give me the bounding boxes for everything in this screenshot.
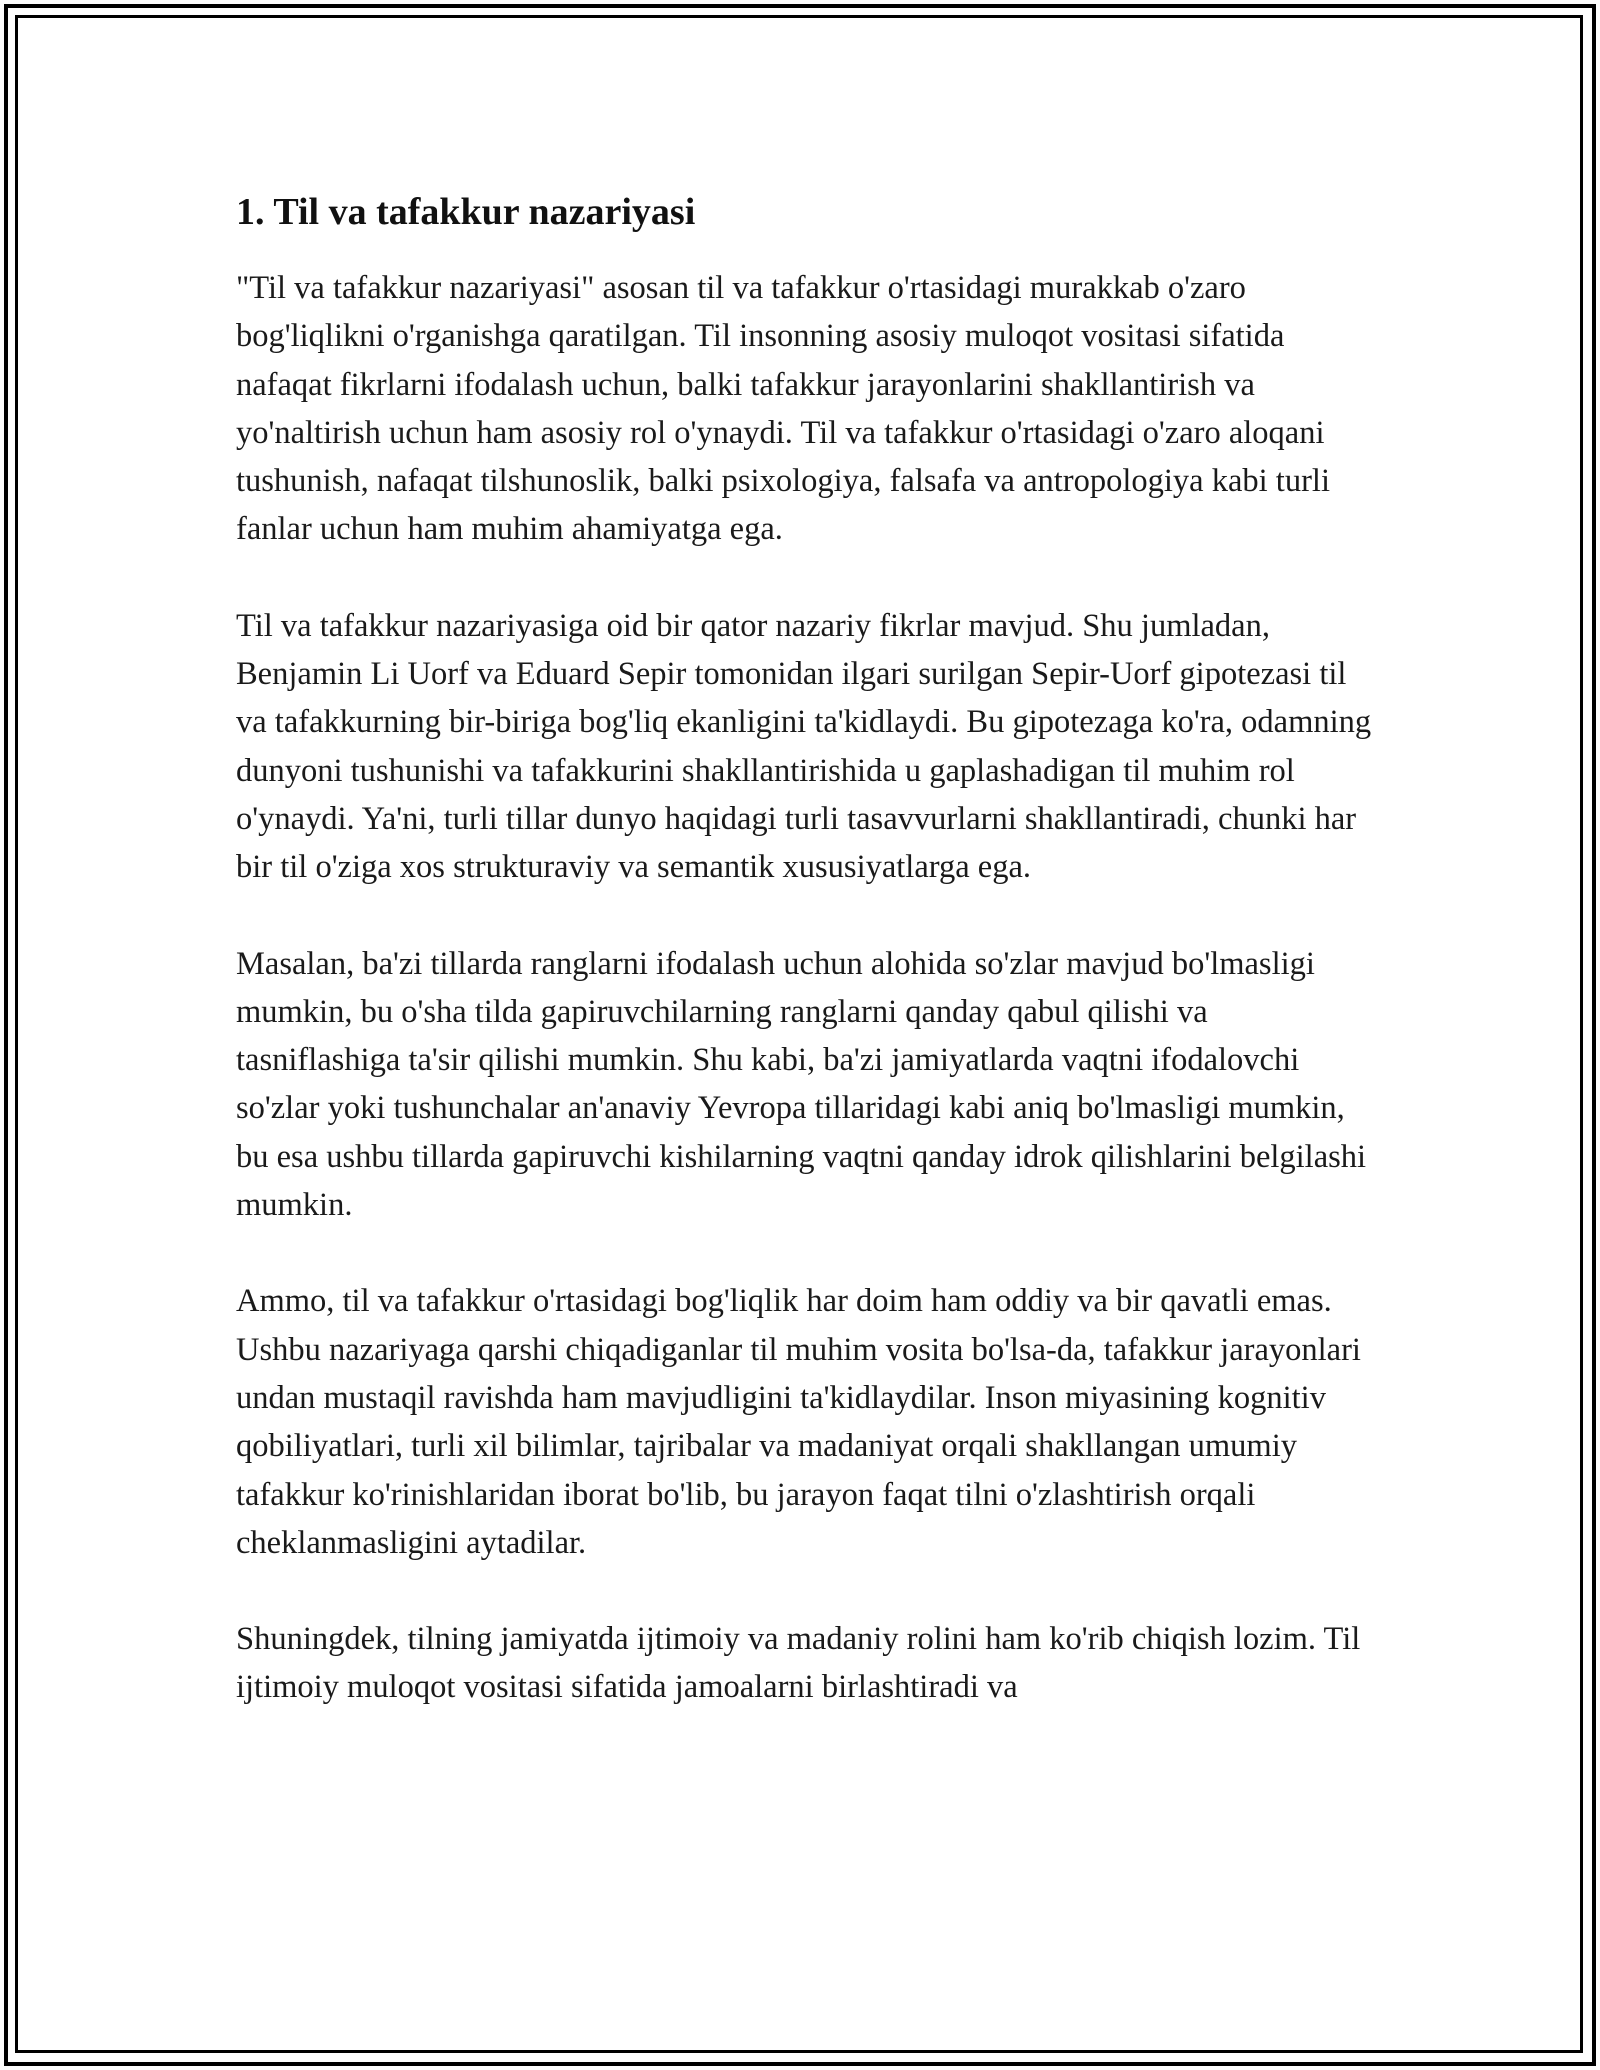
paragraph-3: Masalan, ba'zi tillarda ranglarni ifodalash uchun alohida so'zlar mavjud bo'lmasligi mumkin, bu o'sha tilda gapiruvchilarning ranglarni qanday qabul qilishi va tasniflashiga ta'sir qilishi mumkin. Shu kabi, ba'zi jamiyatlarda vaqtni ifodalovchi so'zlar yoki tushunchalar an'anaviy Yevropa tillaridagi kabi aniq bo'lmasligi mumkin, bu esa ushbu tillarda gapiruvchi kishilarning vaqtni qanday idrok qilishlarini belgilashi mumkin.: [236, 945, 1367, 1224]
section-heading: 1. Til va tafakkur nazariyasi: [236, 191, 696, 233]
document-content: [236, 184, 1372, 1760]
paragraph-5: Shuningdek, tilning jamiyatda ijtimoiy va madaniy rolini ham ko'rib chiqish lozim. Til ijtimoiy muloqot vositasi sifatida jamoalarni birlashtiradi va: [236, 1621, 1361, 1706]
paragraph-4: Ammo, til va tafakkur o'rtasidagi bog'liqlik har doim ham oddiy va bir qavatli emas. Ushbu nazariyaga qarshi chiqadiganlar til muhim vosita bo'lsa-da, tafakkur jarayonlari undan mustaqil ravishda ham mavjudligini ta'kidlaydilar. Inson miyasining kognitiv qobiliyatlari, turli xil bilimlar, tajribalar va madaniyat orqali shakllangan umumiy tafakkur ko'rinishlaridan iborat bo'lib, bu jarayon faqat tilni o'zlashtirish orqali cheklanmasligini aytadilar.: [236, 1283, 1361, 1561]
paragraph-1: "Til va tafakkur nazariyasi" asosan til va tafakkur o'rtasidagi murakkab o'zaro bog'liqlikni o'rganishga qaratilgan. Til insonning asosiy muloqot vositasi sifatida nafaqat fikrlarni ifodalash uchun, balki tafakkur jarayonlarini shakllantirish va yo'naltirish uchun ham asosiy rol o'ynaydi. Til va tafakkur o'rtasidagi o'zaro aloqani tushunish, nafaqat tilshunoslik, balki psixologiya, falsafa va antropologiya kabi turli fanlar uchun ham muhim ahamiyatga ega.: [236, 270, 1330, 548]
paragraph-2: Til va tafakkur nazariyasiga oid bir qator nazariy fikrlar mavjud. Shu jumladan, Benjamin Li Uorf va Eduard Sepir tomonidan ilgari surilgan Sepir-Uorf gipotezasi til va tafakkurning bir-biriga bog'liq ekanligini ta'kidlaydi. Bu gipotezaga ko'ra, odamning dunyoni tushunishi va tafakkurini shakllantirishida u gaplashadigan til muhim rol o'ynaydi. Ya'ni, turli tillar dunyo haqidagi turli tasavvurlarni shakllantiradi, chunki har bir til o'ziga xos strukturaviy va semantik xususiyatlarga ega.: [236, 607, 1372, 886]
